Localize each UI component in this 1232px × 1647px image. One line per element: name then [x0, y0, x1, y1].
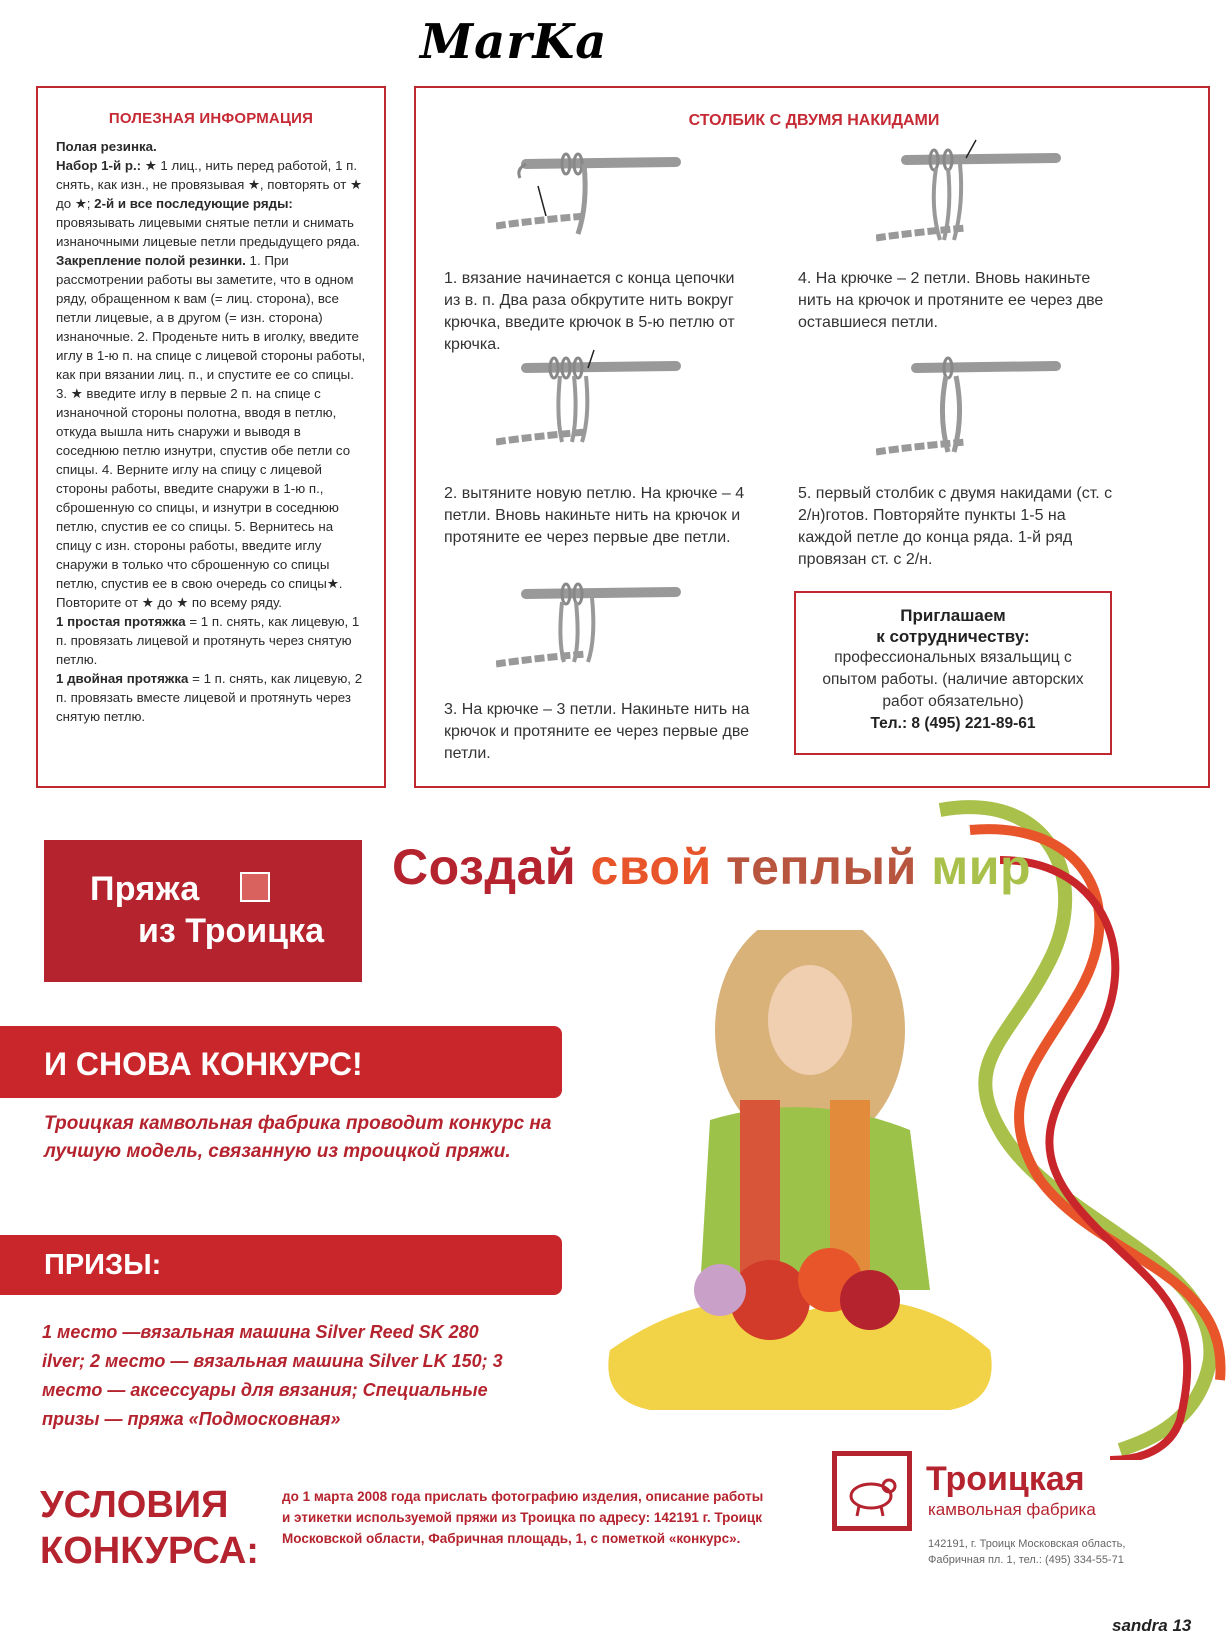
invite-box: [794, 591, 1112, 755]
step-3-text: 3. На крючке – 3 петли. Накиньте нить на крючок и протяните ее через первые две петли.: [444, 701, 750, 762]
factory-name: Троицкая: [926, 1460, 1085, 1498]
factory-logo-icon: [832, 1451, 912, 1531]
info-p3-text: = 1 п. снять, как лицевую, 1 п. провязать лицевой и протянуть через снятую петлю.: [56, 614, 360, 667]
invite-title-1: Приглашаем: [900, 606, 1006, 625]
crochet-step1-illustration: [496, 134, 686, 244]
info-p4-label: 1 двойная протяжка: [56, 671, 189, 686]
info-p2: [56, 251, 366, 612]
info-p4-text: = 1 п. снять, как лицевую, 2 п. провязать вместе лицевой и протянуть через снятую петлю.: [56, 671, 363, 724]
factory-address-line-2: Фабричная пл. 1, тел.: (495) 334-55-71: [928, 1554, 1124, 1566]
crochet-step3-illustration: [496, 568, 686, 678]
info-p3-label: 1 простая протяжка: [56, 614, 186, 629]
info-p2-label: Закрепление полой резинки.: [56, 253, 246, 268]
factory-subtitle: камвольная фабрика: [928, 1500, 1096, 1519]
info-box: [36, 86, 386, 788]
invite-title-2: к сотрудничеству:: [876, 627, 1030, 646]
watermark-marka: MarKa: [420, 14, 608, 70]
crochet-step4-illustration: [876, 134, 1066, 254]
crochet-step5-illustration: [876, 344, 1066, 464]
info-p3: [56, 612, 366, 669]
slogan-word-1: Создай: [392, 839, 577, 895]
brand-box: [44, 840, 362, 982]
brand-line-2: из Троицка: [138, 912, 324, 950]
conditions-text: до 1 марта 2008 года прислать фотографию изделия, описание работы и этикетки используемой пряжи из Троицка по адресу: 142191 г. Троицк Московской области, Фабричная площадь, 1, с пометкой «конкурс».: [282, 1489, 764, 1546]
invite-text: профессиональных вязальщиц с опытом работы. (наличие авторских работ обязательно): [822, 649, 1084, 710]
info-p1: [56, 156, 366, 251]
info-p1-label2: 2-й и все последующие ряды:: [94, 196, 293, 211]
slogan-word-3: теплый: [726, 839, 917, 895]
info-p4: [56, 669, 366, 726]
factory-address-line-1: 142191, г. Троицк Московская область,: [928, 1538, 1126, 1550]
brand-line-1: Пряжа: [90, 870, 200, 908]
slogan-word-2: свой: [590, 839, 712, 895]
invite-tel: Тел.: 8 (495) 221-89-61: [870, 715, 1036, 732]
step-5-text: 5. первый столбик с двумя накидами (ст. с 2/н)готов. Повторяйте пункты 1-5 на каждой петле до конца ряда. 1-й ряд провязан ст. с 2/н.: [798, 485, 1113, 568]
sheep-logo-icon: [240, 872, 270, 902]
contest-title-bar: И СНОВА КОНКУРС!: [0, 1026, 562, 1098]
info-p1-title: Полая резинка.: [56, 139, 157, 154]
info-p2-text: 1. При рассмотрении работы вы заметите, что в одном ряду, обращенном к вам (= лиц. сторона), все петли лицевые, а в другом (= изн. сторона) изнаночные. 2. Проденьте нить в иголку, введите иглу в 1-ю п. на спице с лицевой стороны работы, как при вязании лиц. п., и спустите ее со спицы. 3. ★ введите иглу в первые 2 п. на спице с изнаночной стороны полотна, вводя в петлю, откуда вышла нить снаружи и выводя в соседнюю петлю изнутри, спустив обе петли со спицы. 4. Верните иглу на спицу с лицевой стороны работы, введите снаружи в 1-ю п., сброшенную со спицы, и изнутри в соседнюю петлю, спустив ее со спицы. 5. Вернитесь на спицу с изн. стороны работы, введите иглу снаружи в только что сброшенную со спицы петлю, спустив ее в свою очередь со спицы★. Повторите от ★ до ★ по всему ряду.: [56, 253, 366, 610]
conditions-title-1: УСЛОВИЯ: [40, 1484, 229, 1526]
info-p1-label: Набор 1-й р.:: [56, 158, 142, 173]
info-p1-text: ★ 1 лиц., нить перед работой, 1 п. снять, как изн., не провязывая ★, повторять от ★ до ★;: [56, 158, 362, 211]
step-1-text: 1. вязание начинается с конца цепочки из в. п. Два раза обкрутите нить вокруг крючка, введите крючок в 5-ю петлю от крючка.: [444, 270, 735, 353]
contest-description: Троицкая камвольная фабрика проводит конкурс на лучшую модель, связанную из троицкой пряжи.: [44, 1113, 552, 1162]
step-4-text: 4. На крючке – 2 петли. Вновь накиньте нить на крючок и протяните ее через две оставшиеся петли.: [798, 270, 1104, 331]
steps-box-title: СТОЛБИК С ДВУМЯ НАКИДАМИ: [688, 112, 940, 129]
info-box-text: [56, 137, 366, 726]
ram-icon: [837, 1456, 907, 1526]
info-box-title: ПОЛЕЗНАЯ ИНФОРМАЦИЯ: [108, 110, 314, 127]
crochet-step2-illustration: [496, 346, 686, 456]
slogan-word-4: мир: [931, 839, 1032, 895]
conditions-title-2: КОНКУРСА:: [40, 1530, 259, 1572]
prizes-title-bar: ПРИЗЫ:: [0, 1235, 562, 1295]
slogan: [392, 838, 1031, 896]
page-footer: sandra 13: [1112, 1616, 1192, 1635]
conditions-title: [40, 1482, 259, 1574]
factory-address: [928, 1536, 1125, 1568]
model-photo: [590, 930, 1010, 1450]
step-2-text: 2. вытяните новую петлю. На крючке – 4 петли. Вновь накиньте нить на крючок и протяните ее через первые две петли.: [444, 485, 745, 546]
info-p1-text2: провязывать лицевыми снятые петли и снимать изнаночными лицевые петли предыдущего ряда.: [56, 215, 360, 249]
prizes-text: 1 место —вязальная машина Silver Reed SK 280 ilver; 2 место — вязальная машина Silver LK 150; 3 место — аксессуары для вязания; Специальные призы — пряжа «Подмосковная»: [42, 1322, 503, 1429]
